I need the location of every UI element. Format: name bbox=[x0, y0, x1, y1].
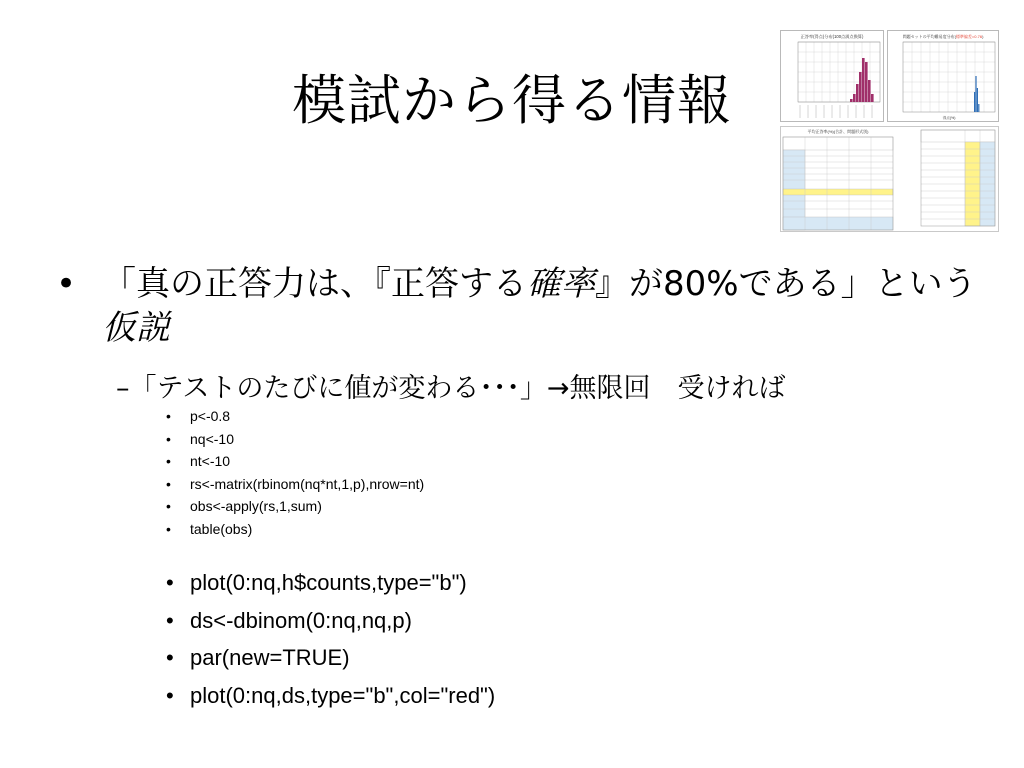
bullet-text-part3: 』が80%である」という bbox=[595, 264, 977, 304]
code-text: nq<-10 bbox=[190, 430, 234, 447]
code-line-small bbox=[166, 453, 566, 473]
bullet-marker: • bbox=[166, 453, 171, 470]
table-thumbnail bbox=[780, 126, 999, 232]
distribution-x-label: 得点(%) bbox=[942, 116, 956, 120]
code-line-large bbox=[166, 683, 666, 713]
slide-title: 模試から得る情報 bbox=[292, 69, 732, 132]
bullet-marker: • bbox=[56, 264, 77, 304]
code-line-small bbox=[166, 431, 566, 451]
code-line-small bbox=[166, 498, 566, 518]
bullet-text-part1: 「真の正答力は、『正答する bbox=[102, 264, 527, 304]
bullet-marker: • bbox=[166, 607, 174, 633]
code-text: plot(0:nq,ds,type="b",col="red") bbox=[190, 682, 496, 708]
code-text: par(new=TRUE) bbox=[190, 645, 350, 670]
bullet-marker: • bbox=[166, 408, 171, 424]
table-title: 平均正答率(%)(合計、問題形式別) bbox=[807, 129, 869, 134]
distribution-title-b: 標準偏差=0.76 bbox=[955, 34, 983, 39]
code-line-large bbox=[166, 645, 666, 675]
code-text: plot(0:nq,h$counts,type="b") bbox=[190, 570, 467, 595]
distribution-title-a: 問題セットの平均難易度分布( bbox=[902, 34, 956, 39]
bullet-marker: • bbox=[166, 682, 174, 708]
bullet-marker: • bbox=[166, 475, 171, 492]
code-text: nt<-10 bbox=[190, 453, 231, 470]
histogram-thumbnail bbox=[780, 30, 884, 122]
bullet-marker: • bbox=[166, 645, 174, 670]
code-text: obs<-apply(rs,1,sum) bbox=[190, 498, 322, 515]
code-line-small bbox=[166, 408, 566, 428]
main-bullet bbox=[56, 262, 1016, 354]
histogram-title: 正答率(得点)分布(100点満点換算) bbox=[800, 34, 864, 39]
main-bullet-text bbox=[102, 262, 1002, 350]
bullet-text-emphasis-hypothesis: 仮説 bbox=[102, 308, 170, 348]
bullet-text-emphasis-probability: 確率 bbox=[527, 264, 595, 304]
code-line-large bbox=[166, 608, 666, 638]
bullet-marker: • bbox=[166, 521, 171, 537]
code-text: table(obs) bbox=[190, 521, 253, 537]
distribution-thumbnail bbox=[887, 30, 999, 122]
code-text: ds<-dbinom(0:nq,nq,p) bbox=[190, 607, 412, 633]
distribution-title-c: ) bbox=[982, 34, 984, 39]
svg-text:問題セットの平均難易度分布(標準偏差=0.76) bbox=[903, 33, 984, 39]
code-line-small bbox=[166, 521, 566, 541]
bullet-marker: • bbox=[166, 498, 171, 515]
bullet-marker: • bbox=[166, 570, 174, 595]
code-text: rs<-matrix(rbinom(nq*nt,1,p),nrow=nt) bbox=[190, 475, 425, 492]
code-text: p<-0.8 bbox=[190, 408, 231, 424]
sub-bullet: –「テストのたびに値が変わる･･･」→無限回 受ければ bbox=[116, 373, 786, 404]
code-line-large bbox=[166, 570, 666, 600]
code-line-small bbox=[166, 476, 566, 496]
bullet-marker: • bbox=[166, 430, 171, 447]
